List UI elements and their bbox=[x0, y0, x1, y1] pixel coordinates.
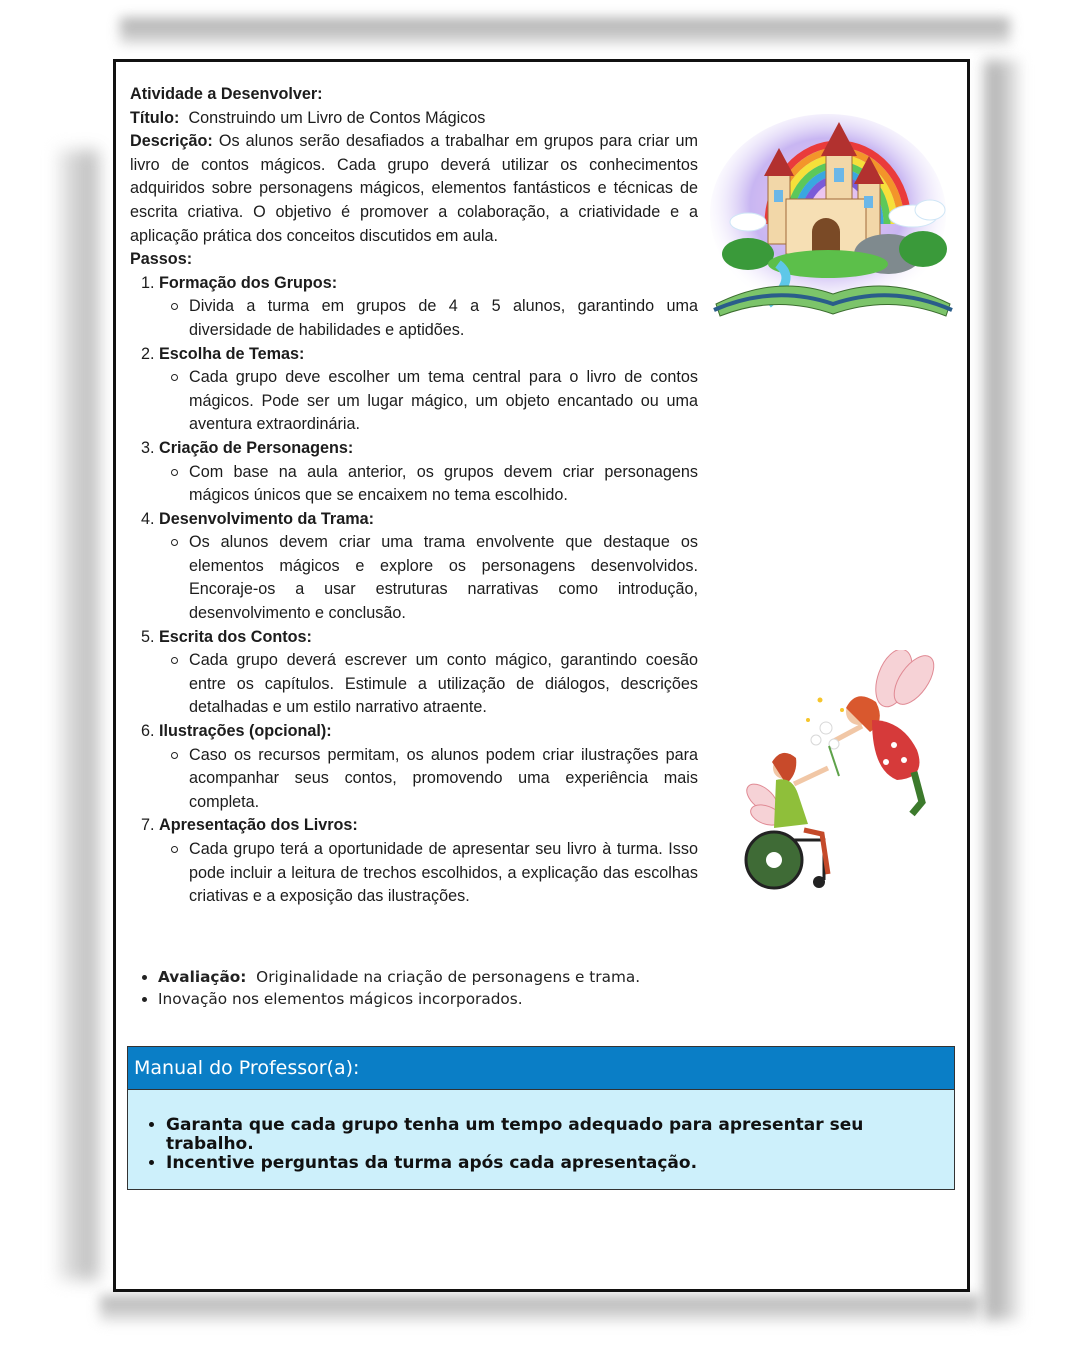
teacher-manual-heading: Manual do Professor(a): bbox=[128, 1047, 954, 1090]
step-item bbox=[159, 437, 698, 508]
evaluation-section bbox=[136, 966, 836, 1010]
teacher-manual-item: • Incentive perguntas da turma após cada apresentação. bbox=[166, 1154, 954, 1173]
step-detail: Divida a turma em grupos de 4 a 5 alunos, garantindo uma diversidade de habilidades e aptidões. bbox=[189, 295, 698, 342]
step-title: Escolha de Temas: bbox=[159, 344, 305, 363]
step-item bbox=[159, 814, 698, 908]
castle-book-illustration bbox=[708, 104, 958, 329]
description-label: Descrição: bbox=[130, 132, 213, 151]
fairies-illustration bbox=[734, 650, 964, 895]
paper-shadow-left bbox=[58, 150, 98, 1280]
step-title: Apresentação dos Livros: bbox=[159, 816, 358, 835]
title-label: Título: bbox=[130, 108, 180, 127]
teacher-manual-list bbox=[128, 1116, 954, 1173]
step-item bbox=[159, 272, 698, 343]
step-detail: Cada grupo terá a oportunidade de apresentar seu livro à turma. Isso pode incluir a leitura de trechos escolhidos, a explicação das escolhas criativas e a exposição das ilustrações. bbox=[189, 838, 698, 909]
step-detail: Cada grupo deve escolher um tema central para o livro de contos mágicos. Pode ser um lugar mágico, um objeto encantado ou uma aventura extraordinária. bbox=[189, 366, 698, 437]
evaluation-item: • Avaliação: Originalidade na criação de personagens e trama. bbox=[158, 966, 836, 988]
step-title: Desenvolvimento da Trama: bbox=[159, 509, 375, 528]
evaluation-item: • Inovação nos elementos mágicos incorporados. bbox=[158, 988, 836, 1010]
step-item bbox=[159, 343, 698, 437]
step-item bbox=[159, 720, 698, 814]
step-title: Ilustrações (opcional): bbox=[159, 722, 332, 741]
teacher-manual-item: • Garanta que cada grupo tenha um tempo adequado para apresentar seu trabalho. bbox=[166, 1116, 954, 1154]
steps-heading: Passos: bbox=[130, 250, 193, 269]
step-item bbox=[159, 508, 698, 626]
evaluation-label: Avaliação: bbox=[158, 968, 247, 986]
activity-section bbox=[130, 83, 698, 909]
activity-heading: Atividade a Desenvolver: bbox=[130, 85, 323, 103]
activity-description bbox=[130, 130, 698, 248]
step-detail: Caso os recursos permitam, os alunos podem criar ilustrações para acompanhar seus contos, promovendo uma experiência mais completa. bbox=[189, 744, 698, 815]
step-detail: Com base na aula anterior, os grupos devem criar personagens mágicos únicos que se encaixem no tema escolhido. bbox=[189, 461, 698, 508]
step-detail: Cada grupo deverá escrever um conto mágico, garantindo coesão entre os capítulos. Estimule a utilização de diálogos, descrições detalhadas e um estilo narrativo atraente. bbox=[189, 649, 698, 720]
paper-shadow-bottom bbox=[100, 1296, 980, 1322]
worksheet-page bbox=[113, 59, 970, 1292]
step-detail: Os alunos devem criar uma trama envolvente que destaque os elementos mágicos e explore os personagens desenvolvidos. Encoraje-os a usar estruturas narrativas como introdução, desenvolvimento e conclusão. bbox=[189, 531, 698, 625]
step-item bbox=[159, 626, 698, 720]
step-title: Formação dos Grupos: bbox=[159, 273, 338, 292]
steps-list bbox=[130, 272, 698, 909]
step-title: Criação de Personagens: bbox=[159, 438, 354, 457]
activity-title bbox=[130, 107, 698, 131]
step-title: Escrita dos Contos: bbox=[159, 627, 312, 646]
paper-shadow-top bbox=[120, 18, 1010, 44]
paper-shadow-right bbox=[985, 60, 1019, 1320]
description-text: Os alunos serão desafiados a trabalhar em grupos para criar um livro de contos mágicos. Cada grupo deverá utilizar os conhecimentos adquiridos sobre personagens mágicos, elementos fantásticos e técnicas de escrita criativa. O objetivo é promover a colaboração, a criatividade e a aplicação prática dos conceitos discutidos em aula. bbox=[130, 132, 698, 245]
title-value: Construindo um Livro de Contos Mágicos bbox=[188, 108, 486, 127]
teacher-manual-box bbox=[127, 1046, 955, 1190]
